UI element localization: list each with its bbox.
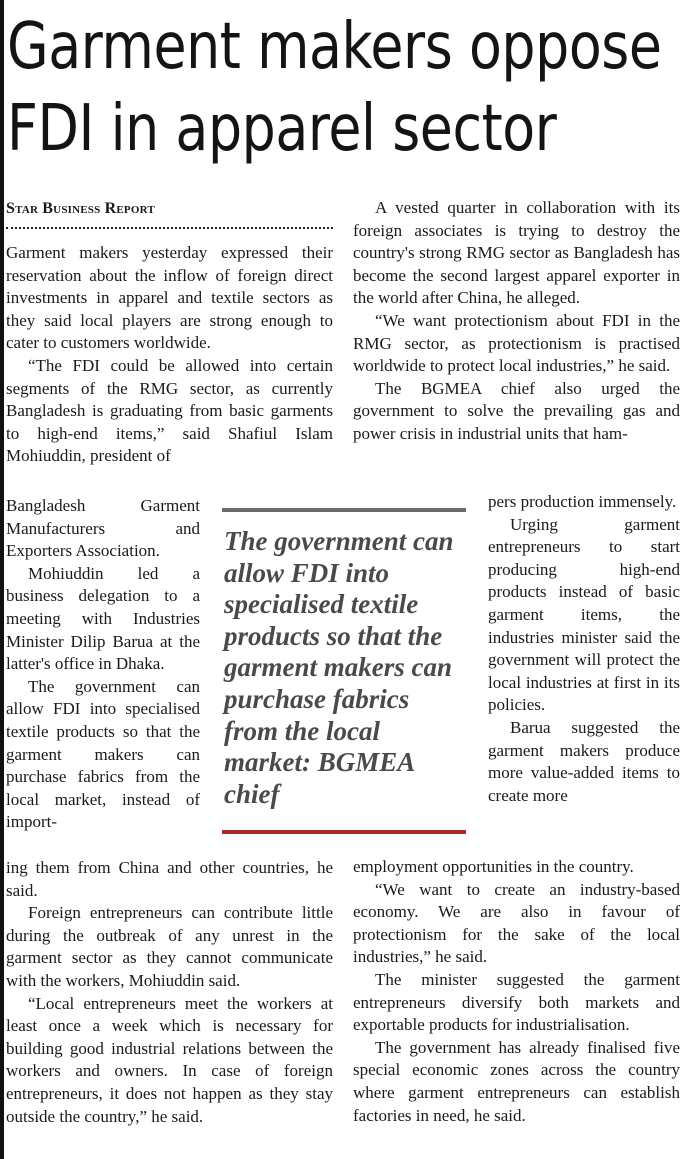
- column-2-top: [353, 197, 680, 446]
- paragraph: “We want protectionism about FDI in the RMG sector, as protectionism is practised worldwide to protect local industries,” he said.: [353, 310, 680, 376]
- paragraph: The BGMEA chief also urged the government to solve the prevailing gas and power crisis in industrial units that ham-: [353, 378, 680, 443]
- paragraph: “Local entrepreneurs meet the workers at least once a week which is necessary for building good industrial relations between the workers and owners. In case of foreign entrepreneurs, it does not happen as they stay outside the country,” he said.: [6, 993, 333, 1126]
- pull-quote-top-rule: [222, 508, 466, 512]
- paragraph: “We want to create an industry-based economy. We are also in favour of protectionism for the sake of the local industries,” he said.: [353, 879, 680, 967]
- column-1-narrow: [6, 495, 200, 834]
- paragraph: Urging garment entrepreneurs to start producing high-end products instead of basic garment items, the industries minister said the government will protect the local industries at first in its policies.: [488, 514, 680, 715]
- column-2-bottom: [353, 856, 680, 1127]
- column-2-narrow: [488, 491, 680, 807]
- paragraph: ing them from China and other countries, he said.: [6, 858, 333, 900]
- paragraph: Mohiuddin led a business delegation to a meeting with Industries Minister Dilip Barua at the latter's office in Dhaka.: [6, 563, 200, 674]
- byline: Star Business Report: [6, 200, 155, 217]
- paragraph: Garment makers yesterday expressed their reservation about the inflow of foreign direct investments in apparel and textile sectors as they said local players are strong enough to cater to customers worldwide.: [6, 243, 333, 353]
- paragraph: Barua suggested the garment makers produce more value-added items to create more: [488, 717, 680, 805]
- paragraph: The government has already finalised five special economic zones across the country where garment entrepreneurs can establish factories in need, he said.: [353, 1037, 680, 1125]
- pull-quote-bottom-rule: [222, 830, 466, 834]
- paragraph: Bangladesh Garment Manufacturers and Exporters Association.: [6, 496, 200, 561]
- left-edge-border: [0, 0, 4, 1159]
- paragraph: A vested quarter in collaboration with its foreign associates is trying to destroy the country's strong RMG sector as Bangladesh has become the second largest apparel exporter in the world after China, he alleged.: [353, 198, 680, 308]
- paragraph: The government can allow FDI into specialised textile products so that the garment makers can purchase fabrics from the local market, instead of import-: [6, 676, 200, 832]
- column-1-top: [6, 242, 333, 468]
- paragraph: pers production immensely.: [488, 492, 677, 511]
- byline-dotted-divider: [6, 227, 333, 229]
- paragraph: Foreign entrepreneurs can contribute little during the outbreak of any unrest in the garment sector as they cannot communicate with the workers, Mohiuddin said.: [6, 903, 333, 990]
- headline-line-2: FDI in apparel sector: [7, 92, 557, 166]
- paragraph: employment opportunities in the country.: [353, 857, 634, 876]
- headline-line-1: Garment makers oppose: [7, 10, 662, 84]
- headline: [7, 6, 662, 170]
- pull-quote-text: The government can allow FDI into specialised textile products so that the garment makers can purchase fabrics from the local market: BGMEA chief: [224, 526, 454, 809]
- pull-quote-box: [222, 508, 466, 836]
- paragraph: “The FDI could be allowed into certain segments of the RMG sector, as currently Bangladesh is graduating from basic garments to high-end items,” said Shafiul Islam Mohiuddin, president of: [6, 355, 333, 466]
- column-1-bottom: [6, 857, 333, 1128]
- paragraph: The minister suggested the garment entrepreneurs diversify both markets and exportable products for industrialisation.: [353, 969, 680, 1035]
